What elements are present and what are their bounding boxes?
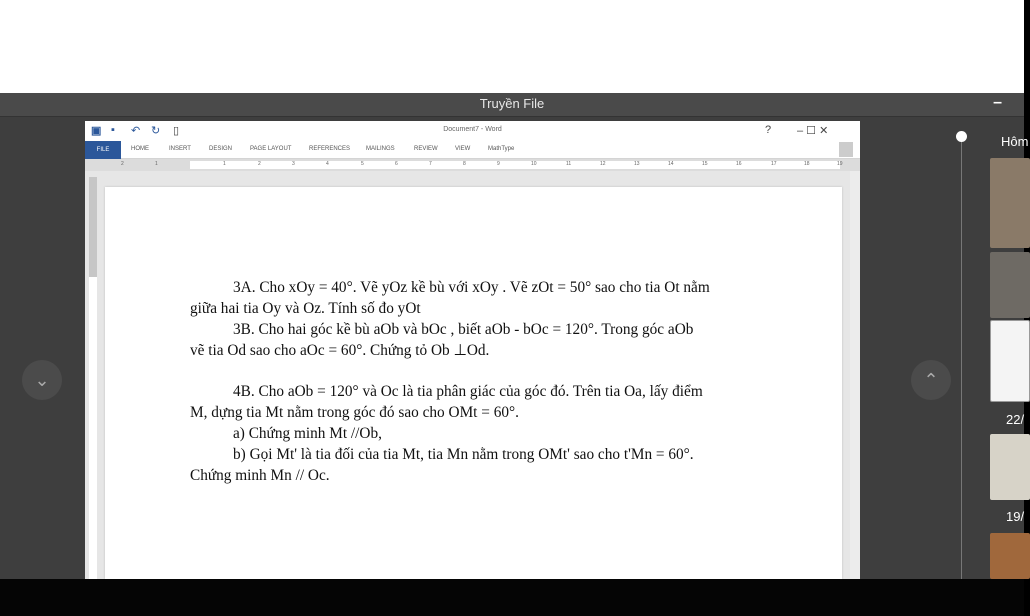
thumbnail-image[interactable] bbox=[990, 434, 1030, 500]
tab-mailings[interactable]: MAILINGS bbox=[366, 146, 395, 152]
tab-page-layout[interactable]: PAGE LAYOUT bbox=[250, 146, 292, 152]
minimize-button[interactable]: – bbox=[993, 94, 1002, 111]
tab-references[interactable]: REFERENCES bbox=[309, 146, 351, 152]
thumbnail-image[interactable] bbox=[990, 158, 1030, 248]
exercise-4b-line-1: 4B. Cho aOb = 120° và Oc là tia phân giác của góc đó. Trên tia Oa, lấy điểm bbox=[233, 383, 703, 400]
document-title: Document7 - Word bbox=[443, 126, 502, 133]
previous-page-button[interactable] bbox=[22, 360, 62, 400]
tab-view[interactable]: VIEW bbox=[455, 146, 471, 152]
next-page-button[interactable] bbox=[911, 360, 951, 400]
document-body bbox=[190, 277, 758, 486]
exercise-3b-line-1: 3B. Cho hai góc kề bù aOb và bOc , biết aOb - bOc = 120°. Trong góc aOb bbox=[233, 321, 694, 338]
tab-home[interactable]: HOME bbox=[131, 146, 149, 152]
slider-handle[interactable] bbox=[956, 131, 967, 142]
thumbnail-image[interactable] bbox=[990, 252, 1030, 318]
ribbon-tabs bbox=[85, 141, 860, 159]
sidebar-date-label: Hôm bbox=[1001, 134, 1029, 149]
word-window bbox=[85, 121, 860, 579]
tab-review[interactable]: REVIEW bbox=[414, 146, 438, 152]
viewer-title-bar bbox=[0, 93, 1024, 117]
thumbnail-image[interactable] bbox=[990, 533, 1030, 579]
sidebar-date-label: 19/ bbox=[1006, 509, 1025, 524]
viewer-title: Truyền File bbox=[479, 96, 545, 111]
exercise-4b-part-b: b) Gọi Mt' là tia đối của tia Mt, tia Mn nằm trong OMt' sao cho t'Mn = 60°. bbox=[233, 446, 694, 463]
exercise-3a-line-1: 3A. Cho xOy = 40°. Vẽ yOz kề bù với xOy . Vẽ zOt = 50° sao cho tia Ot nằm bbox=[233, 279, 710, 296]
tab-mathtype[interactable]: MathType bbox=[488, 146, 515, 152]
word-logo-icon: ▣ bbox=[91, 125, 102, 137]
window-controls[interactable]: – ☐ ✕ bbox=[797, 125, 829, 137]
sidebar-date-label: 22/ bbox=[1006, 412, 1025, 427]
exercise-4b-part-a: a) Chứng minh Mt //Ob, bbox=[233, 425, 382, 442]
tab-insert[interactable]: INSERT bbox=[169, 146, 191, 152]
quick-access-toolbar bbox=[85, 121, 860, 141]
bottom-bar bbox=[0, 579, 1024, 616]
slider-track[interactable] bbox=[961, 140, 962, 579]
top-whitespace bbox=[0, 0, 1024, 93]
exercise-4b-line-2: M, dựng tia Mt nằm trong góc đó sao cho OMt = 60°. bbox=[190, 404, 519, 421]
vertical-scrollbar[interactable] bbox=[850, 171, 860, 579]
tab-file[interactable]: FILE bbox=[85, 141, 121, 159]
horizontal-ruler: 2 1 1 2 3 4 5 6 7 8 9 10 11 12 13 14 15 16 17 18 19 bbox=[85, 159, 860, 171]
tab-design[interactable]: DESIGN bbox=[209, 146, 233, 152]
exercise-3a-line-2: giữa hai tia Oy và Oz. Tính số đo yOt bbox=[190, 300, 421, 317]
new-document-icon[interactable]: ▯ bbox=[173, 125, 180, 137]
thumbnail-image-selected[interactable] bbox=[990, 320, 1030, 402]
chevron-up-icon: ⌃ bbox=[923, 370, 939, 390]
redo-icon[interactable]: ↻ bbox=[151, 125, 161, 137]
chevron-down-icon: ⌄ bbox=[34, 370, 50, 390]
save-icon[interactable]: ▪ bbox=[111, 124, 115, 136]
undo-icon[interactable]: ↶ bbox=[131, 125, 141, 137]
help-button[interactable]: ? bbox=[765, 124, 772, 136]
exercise-4b-part-b-conclusion: Chứng minh Mn // Oc. bbox=[190, 467, 330, 484]
exercise-3b-line-2: vẽ tia Od sao cho aOc = 60°. Chứng tỏ Ob ⊥Od. bbox=[190, 342, 490, 359]
document-page[interactable] bbox=[105, 187, 842, 579]
user-avatar[interactable] bbox=[839, 142, 853, 157]
